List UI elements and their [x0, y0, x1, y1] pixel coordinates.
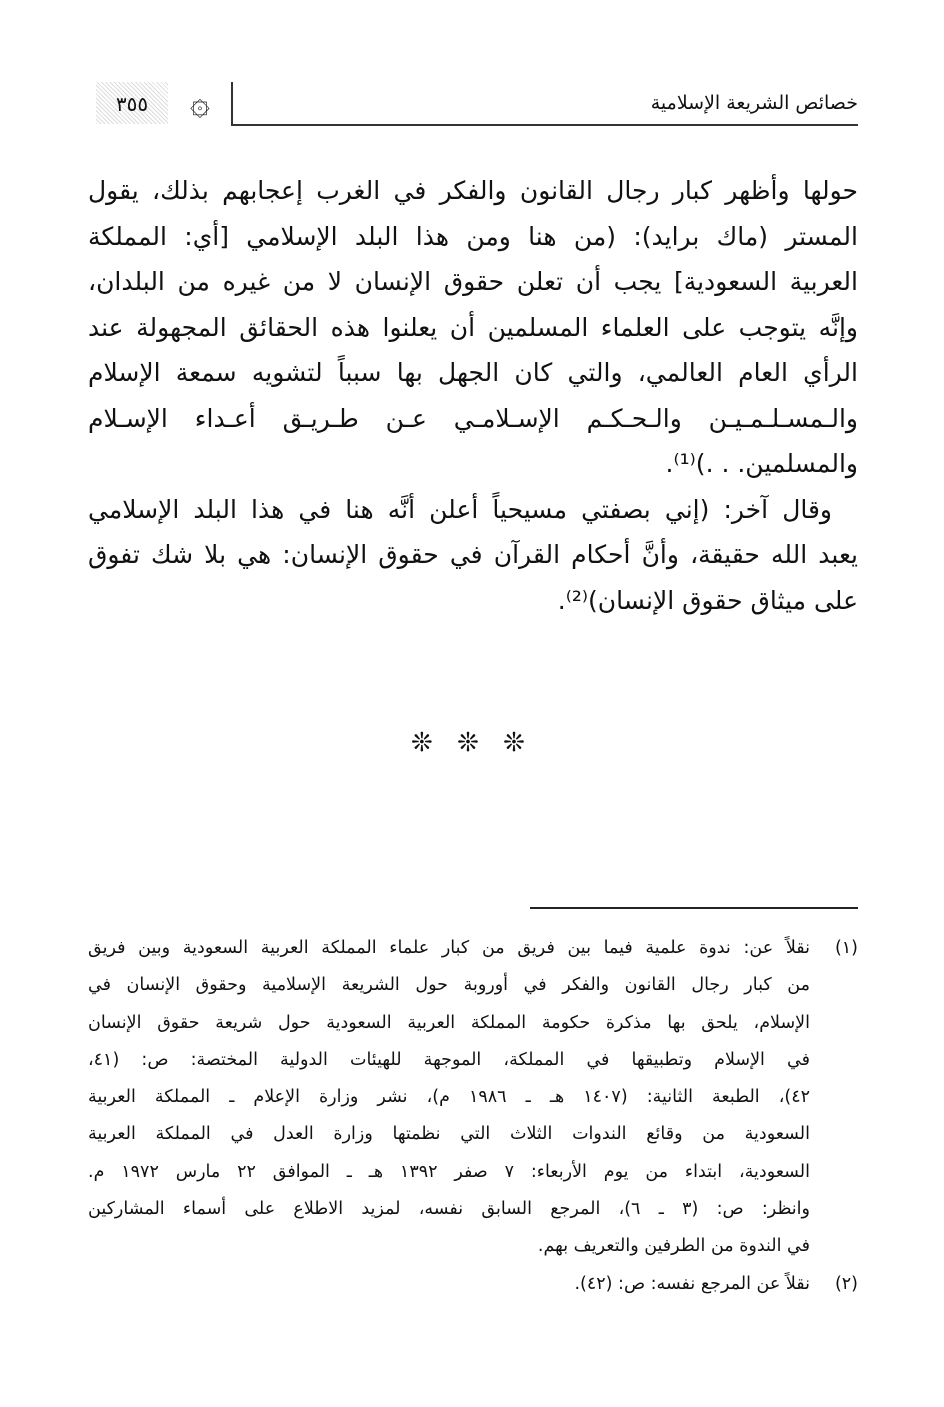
footnotes — [88, 930, 858, 1303]
footnote-rule — [530, 907, 858, 909]
text-line: المستر (ماك برايد): (من هنا ومن هذا البلد الإسلامي [أي: المملكة — [88, 221, 858, 251]
text-line: والـمسـلـمـيـن والـحـكـم الإسـلامـي عـن طـريـق أعـداء الإسـلام — [88, 403, 858, 433]
page-number: ٣٥٥ — [96, 82, 168, 124]
text-line: العربية السعودية] يجب أن تعلن حقوق الإنسان لا من غيره من البلدان، — [88, 267, 858, 296]
text-line: حولها وأظهر كبار رجال القانون والفكر في الغرب إعجابهم بذلك، يقول — [88, 176, 858, 205]
footnote-number: (١) — [834, 938, 858, 958]
footnote-line: ٤٢)، الطبعة الثانية: (١٤٠٧ هـ ـ ١٩٨٦ م)، نشر وزارة الإعلام ـ المملكة العربية — [88, 1087, 810, 1108]
text-line: على ميثاق حقوق الإنسان)⁽²⁾. — [557, 585, 858, 615]
running-header — [96, 82, 858, 124]
footnote-line: في الإسلام وتطبيقها في المملكة، الموجهة للهيئات الدولية المختصة: ص: (٤١، — [88, 1049, 810, 1070]
text-line: وإنَّه يتوجب على العلماء المسلمين أن يعلنوا هذه الحقائق المجهولة عند — [88, 312, 858, 342]
footnote-line: السعودية من وقائع الندوات الثلاث التي نظمتها وزارة العدل في المملكة العربية — [88, 1124, 810, 1145]
footnote-line: نقلاً عن المرجع نفسه: ص: (٤٢). — [574, 1273, 810, 1294]
footnote-line: نقلاً عن: ندوة علمية فيما بين فريق من كبار علماء المملكة العربية السعودية وبين فريق — [88, 938, 810, 958]
footnote-line: في الندوة من الطرفين والتعريف بهم. — [537, 1236, 810, 1257]
footnote-2 — [88, 1266, 858, 1303]
header-rule — [231, 124, 858, 126]
book-title: خصائص الشريعة الإسلامية — [650, 92, 858, 114]
footnote-1 — [88, 930, 858, 1266]
footnote-line: وانظر: ص: (٣ ـ ٦)، المرجع السابق نفسه، لمزيد الاطلاع على أسماء المشاركين — [88, 1199, 810, 1220]
footnote-line: الإسلام، يلحق بها مذكرة حكومة المملكة العربية السعودية حول شريعة حقوق الإنسان — [88, 1012, 810, 1033]
header-divider — [231, 82, 233, 126]
text-line: وقال آخر: (إني بصفتي مسيحياً أعلن أنَّه هنا في هذا البلد الإسلامي — [88, 494, 832, 524]
footnote-line: السعودية، ابتداء من يوم الأربعاء: ٧ صفر ١٣٩٢ هـ ـ الموافق ٢٢ مارس ١٩٧٢ م. — [88, 1161, 810, 1182]
footnote-line: من كبار رجال القانون والفكر في أوروبة حول الشريعة الإسلامية وحقوق الإنسان في — [88, 975, 810, 996]
text-line: يعبد الله حقيقة، وأنَّ أحكام القرآن في حقوق الإنسان: هي بلا شك تفوق — [88, 540, 858, 569]
text-line: الرأي العام العالمي، والتي كان الجهل بها سبباً لتشويه سمعة الإسلام — [88, 358, 858, 387]
text-line: والمسلمين. . .)⁽¹⁾. — [665, 449, 858, 478]
main-text — [88, 168, 858, 623]
arabesque-ornament-icon: ۞ — [190, 83, 210, 123]
footnote-number: (٢) — [834, 1273, 858, 1294]
section-separator-ornament: ❊ ❊ ❊ — [411, 728, 533, 758]
